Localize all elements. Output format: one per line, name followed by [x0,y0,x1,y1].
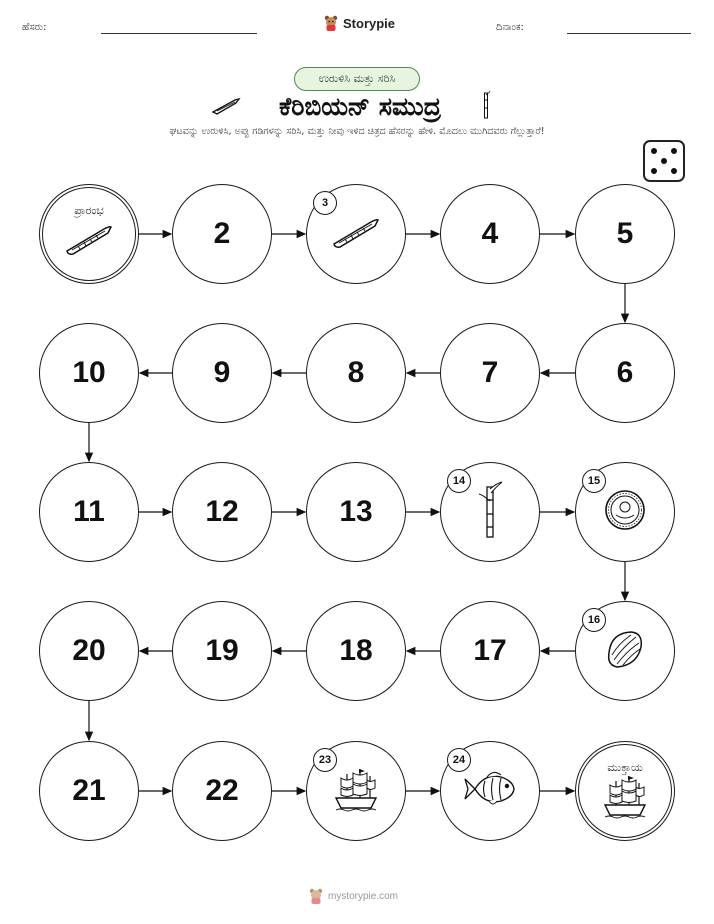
space-number: 11 [73,495,105,528]
board-space-7[interactable] [440,323,540,423]
instructions: ಘಟವನ್ನು ಉರುಳಿಸಿ, ಅಪ್ಪು ಗಡಿಗಳನ್ನು ಸರಿಸಿ, ಮತ್ತು ನೀವು ಇಳಿದ ಚಿತ್ರದ ಹೆಸರನ್ನು ಹೇಳಿ. ಮೊದಲು ಮುಗಿದವರು ಗೆಲ್ಲುತ್ತಾರೆ! [169,126,545,137]
board-space-1[interactable] [39,184,139,284]
page-title: ಕೆರಿಬಿಯನ್ ಸಮುದ್ರ [279,92,441,121]
footer [309,886,398,906]
board-space-21[interactable] [39,741,139,841]
board-space-12[interactable] [172,462,272,562]
board-space-3[interactable] [306,184,406,284]
board-space-5[interactable] [575,184,675,284]
board-space-24[interactable] [440,741,540,841]
space-number: 20 [72,634,106,667]
space-number: 21 [72,774,106,807]
brand-name: Storypie [343,15,396,31]
canoe-icon [331,214,381,254]
board-space-15[interactable] [575,462,675,562]
canoe-icon [64,221,114,261]
space-number: 7 [481,356,499,389]
board-space-9[interactable] [172,323,272,423]
space-number-badge: 15 [582,469,606,493]
finish-label: ಮುಕ್ತಾಯ [607,761,643,774]
bear-mascot-icon [309,888,323,904]
coin-icon [603,488,647,536]
space-number: 5 [616,217,634,250]
name-label: ಹೆಸರು: [22,22,47,33]
space-number: 18 [339,634,373,667]
space-number-badge: 14 [447,469,471,493]
space-number: 9 [213,356,231,389]
space-number-badge: 24 [447,748,471,772]
board-space-23[interactable] [306,741,406,841]
board-space-11[interactable] [39,462,139,562]
board-space-18[interactable] [306,601,406,701]
board-space-4[interactable] [440,184,540,284]
board-space-14[interactable] [440,462,540,562]
space-number: 2 [213,217,231,250]
board-space-17[interactable] [440,601,540,701]
space-number-badge: 3 [313,191,337,215]
ship-icon [332,766,380,816]
date-label: ದಿನಾಂಕ: [496,22,524,33]
space-number: 13 [339,495,373,528]
board-space-19[interactable] [172,601,272,701]
space-number-badge: 23 [313,748,337,772]
board-space-6[interactable] [575,323,675,423]
board-space-20[interactable] [39,601,139,701]
space-number: 10 [72,356,106,389]
board-space-2[interactable] [172,184,272,284]
space-number: 4 [481,217,499,250]
nutmeg-icon [603,627,647,675]
space-number: 17 [473,634,507,667]
board-space-13[interactable] [306,462,406,562]
board-space-8[interactable] [306,323,406,423]
space-number-badge: 16 [582,608,606,632]
fish-icon [463,769,517,813]
sugarcane-icon [475,481,505,543]
footer-site: mystorypie.com [328,890,399,902]
board-space-16[interactable] [575,601,675,701]
space-number: 8 [347,356,365,389]
space-number: 22 [205,774,239,807]
ship-icon [601,773,649,823]
space-number: 12 [205,495,239,528]
start-label: ಪ್ರಾರಂಭ [74,204,104,217]
board-space-22[interactable] [172,741,272,841]
board-space-25[interactable] [575,741,675,841]
space-number: 19 [205,634,239,667]
space-number: 6 [616,356,634,389]
board-space-10[interactable] [39,323,139,423]
game-type-tag: ಉರುಳಿಸಿ ಮತ್ತು ಸರಿಸಿ [294,67,420,91]
